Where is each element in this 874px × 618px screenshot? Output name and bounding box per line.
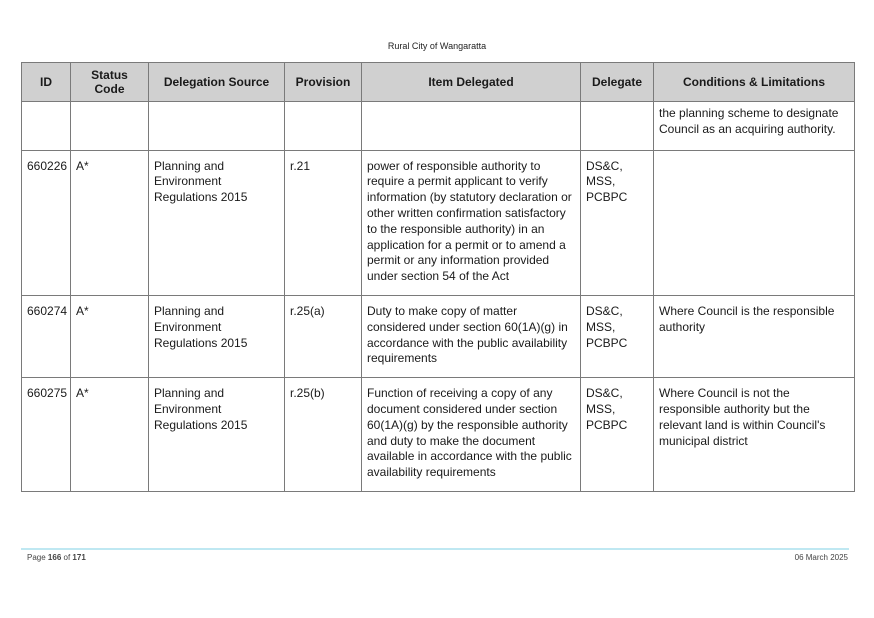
page-total: 171 bbox=[72, 553, 86, 562]
cell-delegate bbox=[581, 102, 654, 151]
table-row-continuation bbox=[22, 102, 855, 151]
column-header-delegate: Delegate bbox=[581, 63, 654, 102]
footer-date: 06 March 2025 bbox=[794, 553, 848, 562]
column-header-provision: Provision bbox=[285, 63, 362, 102]
column-header-status-code: Status Code bbox=[71, 63, 149, 102]
cell-conditions bbox=[654, 150, 855, 295]
table-row bbox=[22, 378, 855, 492]
table-header-row bbox=[22, 63, 855, 102]
cell-item: power of responsible authority to require a permit applicant to verify information (by statutory declaration or other written confirmation satisfactory to the responsible authority) in an application for a permit or to amend a permit or any information provided under section 54 of the Act bbox=[362, 150, 581, 295]
cell-provision: r.25(a) bbox=[285, 295, 362, 377]
cell-source: Planning and Environment Regulations 2015 bbox=[149, 150, 285, 295]
column-header-id: ID bbox=[22, 63, 71, 102]
cell-provision bbox=[285, 102, 362, 151]
page-number bbox=[27, 553, 86, 562]
cell-status: A* bbox=[71, 378, 149, 492]
cell-delegate: DS&C, MSS, PCBPC bbox=[581, 150, 654, 295]
cell-conditions: the planning scheme to designate Council as an acquiring authority. bbox=[654, 102, 855, 151]
cell-status: A* bbox=[71, 295, 149, 377]
cell-id: 660275 bbox=[22, 378, 71, 492]
page-label: Page bbox=[27, 553, 46, 562]
cell-item: Duty to make copy of matter considered under section 60(1A)(g) in accordance with the public availability requirements bbox=[362, 295, 581, 377]
cell-conditions: Where Council is the responsible authority bbox=[654, 295, 855, 377]
cell-conditions: Where Council is not the responsible authority but the relevant land is within Council's municipal district bbox=[654, 378, 855, 492]
cell-id: 660274 bbox=[22, 295, 71, 377]
cell-source: Planning and Environment Regulations 2015 bbox=[149, 295, 285, 377]
cell-provision: r.21 bbox=[285, 150, 362, 295]
cell-id bbox=[22, 102, 71, 151]
column-header-item-delegated: Item Delegated bbox=[362, 63, 581, 102]
column-header-conditions: Conditions & Limitations bbox=[654, 63, 855, 102]
table-row bbox=[22, 150, 855, 295]
footer-divider bbox=[21, 548, 849, 550]
cell-delegate: DS&C, MSS, PCBPC bbox=[581, 295, 654, 377]
cell-item: Function of receiving a copy of any document considered under section 60(1A)(g) by the responsible authority and duty to make the document available in accordance with the public availability requirements bbox=[362, 378, 581, 492]
page-current: 166 bbox=[47, 553, 62, 562]
cell-delegate: DS&C, MSS, PCBPC bbox=[581, 378, 654, 492]
page-header-title: Rural City of Wangaratta bbox=[387, 41, 487, 51]
page-of: of bbox=[63, 553, 71, 562]
cell-id: 660226 bbox=[22, 150, 71, 295]
column-header-delegation-source: Delegation Source bbox=[149, 63, 285, 102]
delegation-table bbox=[21, 62, 855, 492]
cell-provision: r.25(b) bbox=[285, 378, 362, 492]
cell-status bbox=[71, 102, 149, 151]
cell-status: A* bbox=[71, 150, 149, 295]
cell-source: Planning and Environment Regulations 2015 bbox=[149, 378, 285, 492]
cell-source bbox=[149, 102, 285, 151]
table-row bbox=[22, 295, 855, 377]
cell-item bbox=[362, 102, 581, 151]
